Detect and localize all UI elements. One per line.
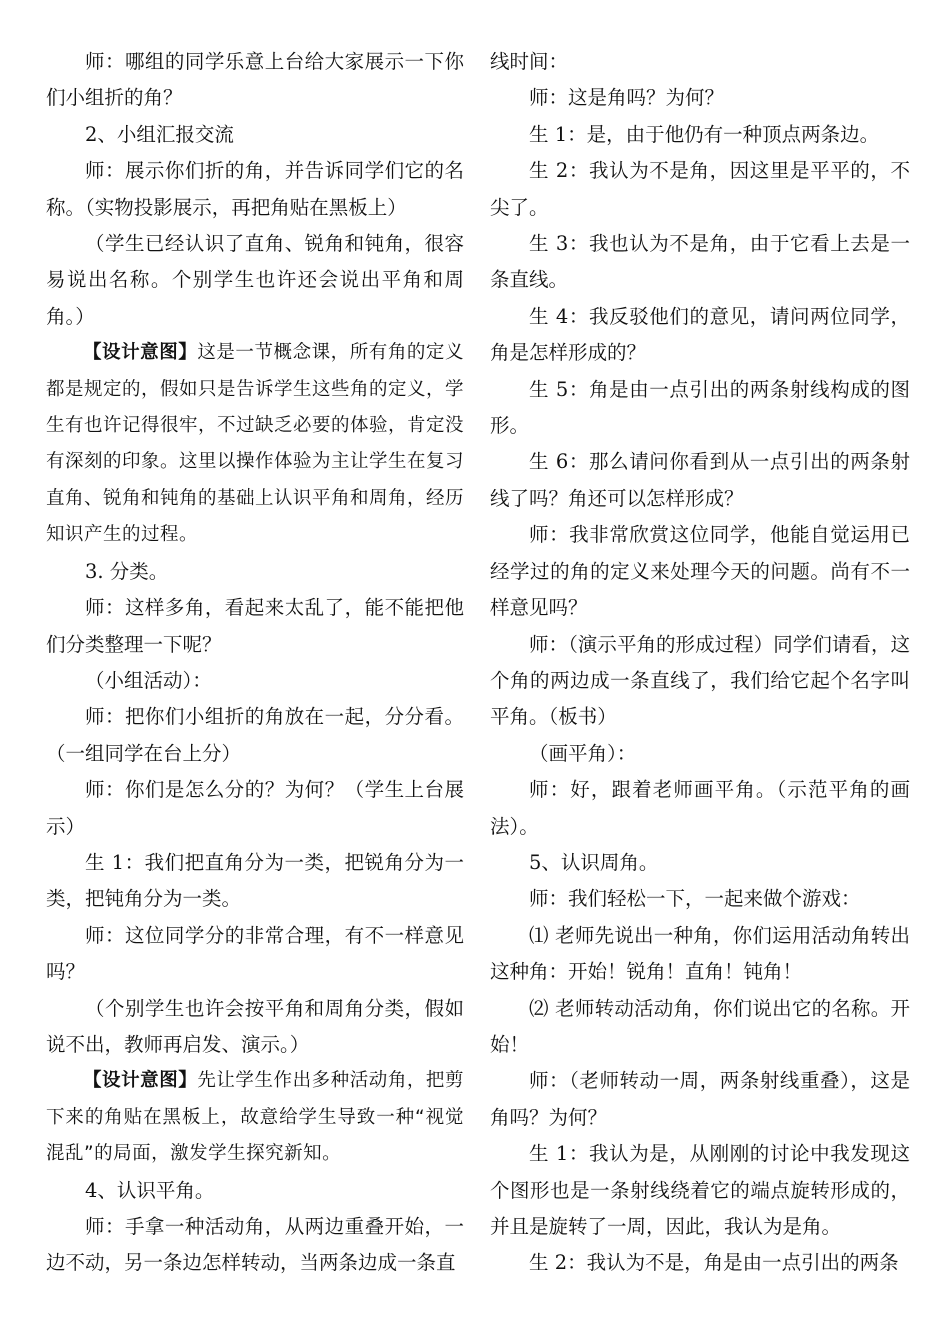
paragraph: 生 2：我认为不是角，因这里是平平的，不尖了。: [490, 159, 910, 219]
paragraph: 生 4：我反驳他们的意见，请问两位同学，角是怎样形成的？: [490, 304, 910, 365]
design-intent-text: 先让学生作出多种活动角，把剪下来的角贴在黑板上，故意给学生导致一种“视觉混乱”的局面，激发学生探究新知。: [46, 1070, 464, 1165]
design-intent-paragraph: [46, 335, 464, 553]
paragraph: 师：（老师转动一周，两条射线重叠），这是角吗？为何？: [490, 1069, 910, 1129]
paragraph: 生 3：我也认为不是角，由于它看上去是一条直线。: [490, 232, 910, 292]
paragraph: 生 2：我认为不是，角是由一点引出的两条: [529, 1251, 899, 1275]
paragraph: 师：这样多角，看起来太乱了，能不能把他们分类整理一下呢？: [46, 596, 464, 656]
design-intent-label: 【设计意图】: [83, 342, 198, 364]
paragraph: 线时间：: [490, 50, 569, 73]
paragraph: 生 1：是，由于他仍有一种顶点两条边。: [529, 122, 880, 146]
section-heading: 4、认识平角。: [85, 1178, 215, 1202]
design-intent-label: 【设计意图】: [83, 1070, 198, 1092]
paragraph: （个别学生也许会按平角和周角分类，假如说不出，教师再启发、演示。）: [46, 996, 464, 1056]
section-heading: 5、认识周角。: [529, 850, 659, 874]
design-intent-paragraph: [46, 1063, 464, 1172]
section-heading: 2、小组汇报交流: [85, 122, 234, 146]
paragraph: 师：把你们小组折的角放在一起，分分看。（一组同学在台上分）: [46, 705, 464, 765]
list-item: ⑵ 老师转动活动角，你们说出它的名称。开始！: [490, 996, 910, 1056]
paragraph: 生 6：那么请问你看到从一点引出的两条射线了吗？角还可以怎样形成？: [490, 450, 910, 510]
paragraph: 师：展示你们折的角，并告诉同学们它的名称。（实物投影展示，再把角贴在黑板上）: [46, 159, 464, 219]
paragraph: 师：我们轻松一下，一起来做个游戏：: [529, 887, 861, 911]
paragraph: （小组活动）：: [85, 668, 212, 692]
list-item: ⑴ 老师先说出一种角，你们运用活动角转出这种角：开始！锐角！直角！钝角！: [490, 923, 910, 984]
paragraph: （画平角）：: [529, 741, 637, 765]
paragraph: 师：这是角吗？为何？: [529, 86, 725, 110]
paragraph: 生 1：我认为是，从刚刚的讨论中我发现这个图形也是一条射线绕着它的端点旋转形成的，并且是旋转了一周，因此，我认为是角。: [490, 1142, 910, 1238]
paragraph: 生 5：角是由一点引出的两条射线构成的图形。: [490, 377, 910, 438]
paragraph: 师：我非常欣赏这位同学，他能自觉运用已经学过的角的定义来处理今天的问题。尚有不一样意见吗？: [490, 523, 910, 620]
paragraph: 师：好，跟着老师画平角。（示范平角的画法）。: [490, 778, 910, 838]
paragraph: 师：哪组的同学乐意上台给大家展示一下你们小组折的角？: [46, 50, 464, 110]
section-heading: 3. 分类。: [85, 559, 169, 583]
paragraph: 生 1：我们把直角分为一类，把锐角分为一类，把钝角分为一类。: [46, 850, 464, 911]
paragraph: 师：（演示平角的形成过程）同学们请看，这个角的两边成一条直线了，我们给它起个名字叫平角。（板书）: [490, 632, 910, 729]
paragraph: （学生已经认识了直角、锐角和钝角，很容易说出名称。个别学生也许还会说出平角和周角。）: [46, 232, 464, 328]
left-column: [46, 44, 464, 1282]
paragraph: 师：手拿一种活动角，从两边重叠开始，一边不动，另一条边怎样转动，当两条边成一条直: [46, 1215, 464, 1275]
design-intent-text: 这是一节概念课，所有角的定义都是规定的，假如只是告诉学生这些角的定义，学生有也许记得很牢，不过缺乏必要的体验，肯定没有深刻的印象。这里以操作体验为主让学生在复习直角、锐角和钝角的基础上认识平角和周角，经历知识产生的过程。: [46, 342, 465, 546]
paragraph: 师：你们是怎么分的？为何？（学生上台展示）: [46, 778, 464, 838]
right-column: [490, 44, 910, 1282]
paragraph: 师：这位同学分的非常合理，有不一样意见吗？: [46, 923, 464, 984]
